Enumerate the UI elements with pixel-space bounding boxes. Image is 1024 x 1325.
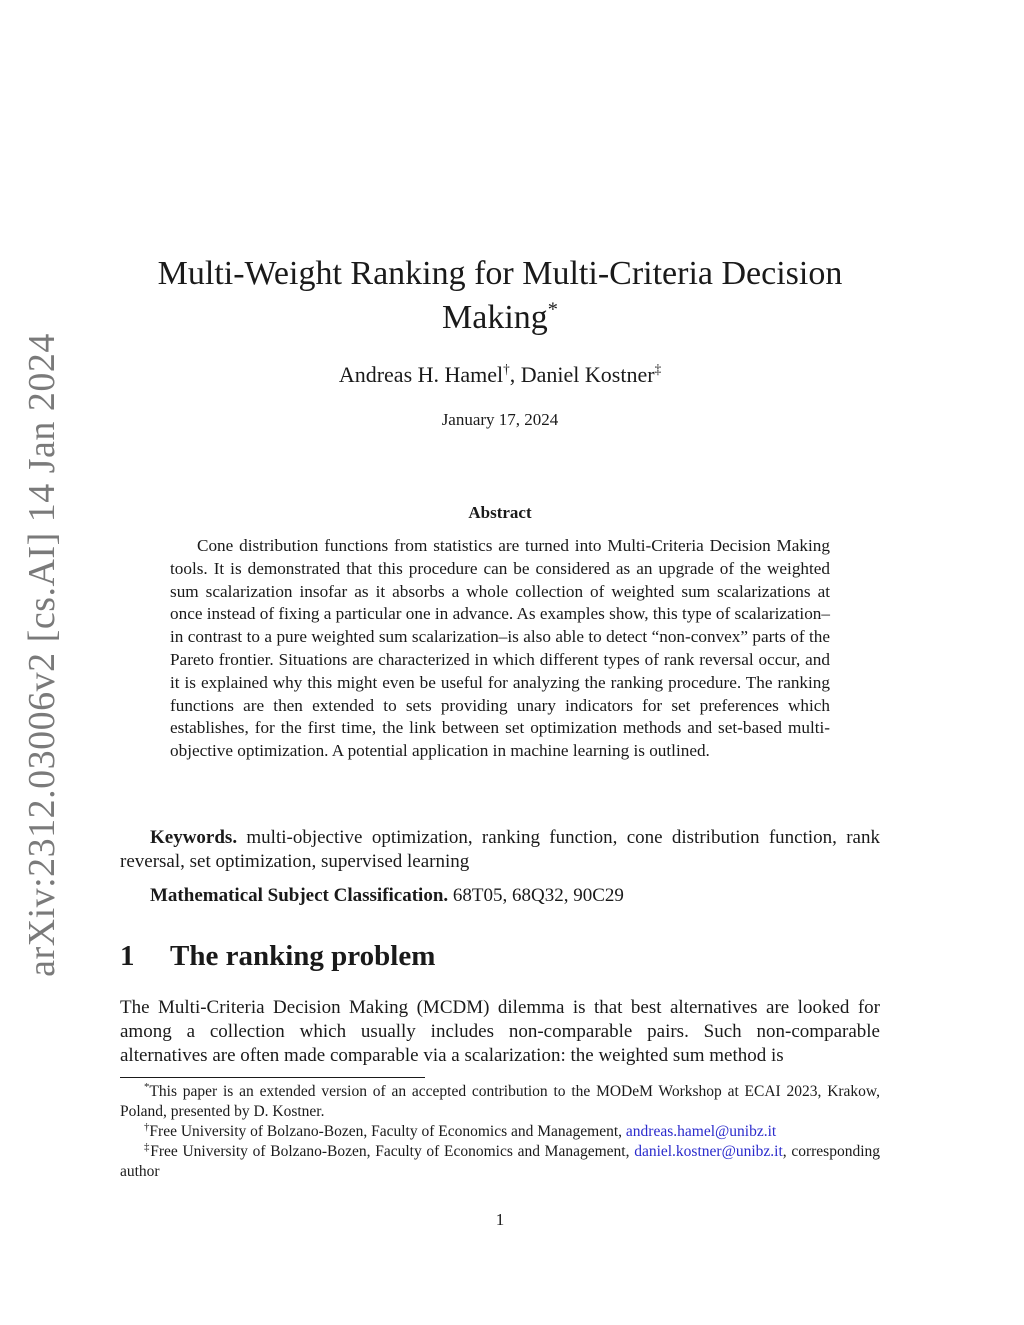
keywords-paragraph (120, 826, 880, 874)
section-heading (120, 940, 880, 973)
email-link-hamel[interactable]: andreas.hamel@unibz.it (625, 1123, 777, 1140)
section-body-text: The Multi-Criteria Decision Making (MCDM) dilemma is that best alternatives are looked for among a collection which usually includes non-comparable pairs. Such non-comparable alternatives are often made comparable via a scalarization: the weighted sum method is (120, 997, 880, 1066)
footnotes (120, 1082, 880, 1182)
footnote-1 (120, 1082, 880, 1122)
author-list (120, 362, 880, 388)
footnote-3 (120, 1142, 880, 1182)
arxiv-identifier-stamp: arXiv:2312.03006v2 [cs.AI] 14 Jan 2024 (21, 333, 63, 977)
footnote-1-text: This paper is an extended version of an accepted contribution to the MODeM Workshop at ECAI 2023, Krakow, Poland, presented by D. Kostner. (120, 1083, 880, 1120)
author-kostner: Daniel Kostner (520, 362, 655, 387)
msc-paragraph (120, 884, 880, 908)
page-number: 1 (495, 1210, 505, 1229)
title-line-1: Multi-Weight Ranking for Multi-Criteria Decision (157, 255, 843, 292)
author-hamel-footnote-mark: † (503, 361, 510, 377)
title-line-2: Making (442, 299, 548, 336)
abstract-heading: Abstract (468, 503, 532, 522)
publication-date: January 17, 2024 (441, 410, 559, 429)
keywords-label: Keywords. (150, 827, 238, 848)
author-separator: , (509, 362, 521, 387)
footnote-3-text: Free University of Bolzano-Bozen, Faculty of Economics and Management, (150, 1143, 635, 1160)
msc-label: Mathematical Subject Classification. (150, 885, 449, 906)
footnote-2-mark: † (144, 1120, 150, 1133)
footnote-2-text: Free University of Bolzano-Bozen, Faculty of Economics and Management, (149, 1123, 626, 1140)
author-kostner-footnote-mark: ‡ (654, 361, 662, 377)
msc-codes: 68T05, 68Q32, 90C29 (448, 885, 624, 906)
title-footnote-mark: * (547, 298, 558, 321)
section-number: 1 (120, 940, 135, 972)
footnote-2 (120, 1122, 880, 1142)
keywords-text: multi-objective optimization, ranking function, cone distribution function, rank reversal, set optimization, supervised learning (120, 827, 880, 872)
paper-title (120, 252, 880, 340)
author-hamel: Andreas H. Hamel (338, 362, 504, 387)
footnote-divider (120, 1077, 425, 1078)
email-link-kostner[interactable]: daniel.kostner@unibz.it (634, 1143, 783, 1160)
abstract-text: Cone distribution functions from statistics are turned into Multi-Criteria Decision Making tools. It is demonstrated that this procedure can be considered as an upgrade of the weighted sum scalarization insofar as it absorbs a whole collection of weighted sum scalarizations at once instead of fixing a particular one in advance. As examples show, this type of scalarization–in contrast to a pure weighted sum scalarization–is also able to detect “non-convex” parts of the Pareto frontier. Situations are characterized in which different types of rank reversal occur, and it is explained why this might even be useful for analyzing the ranking procedure. The ranking functions are then extended to sets providing unary indicators for set preferences which establishes, for the first time, the link between set optimization methods and set-based multi-objective optimization. A potential application in machine learning is outlined. (170, 536, 830, 761)
footnote-3-tail: , corresponding author (120, 1143, 881, 1180)
section-title: The ranking problem (170, 940, 436, 972)
footnote-1-mark: * (144, 1080, 150, 1093)
footnote-3-mark: ‡ (144, 1140, 151, 1153)
